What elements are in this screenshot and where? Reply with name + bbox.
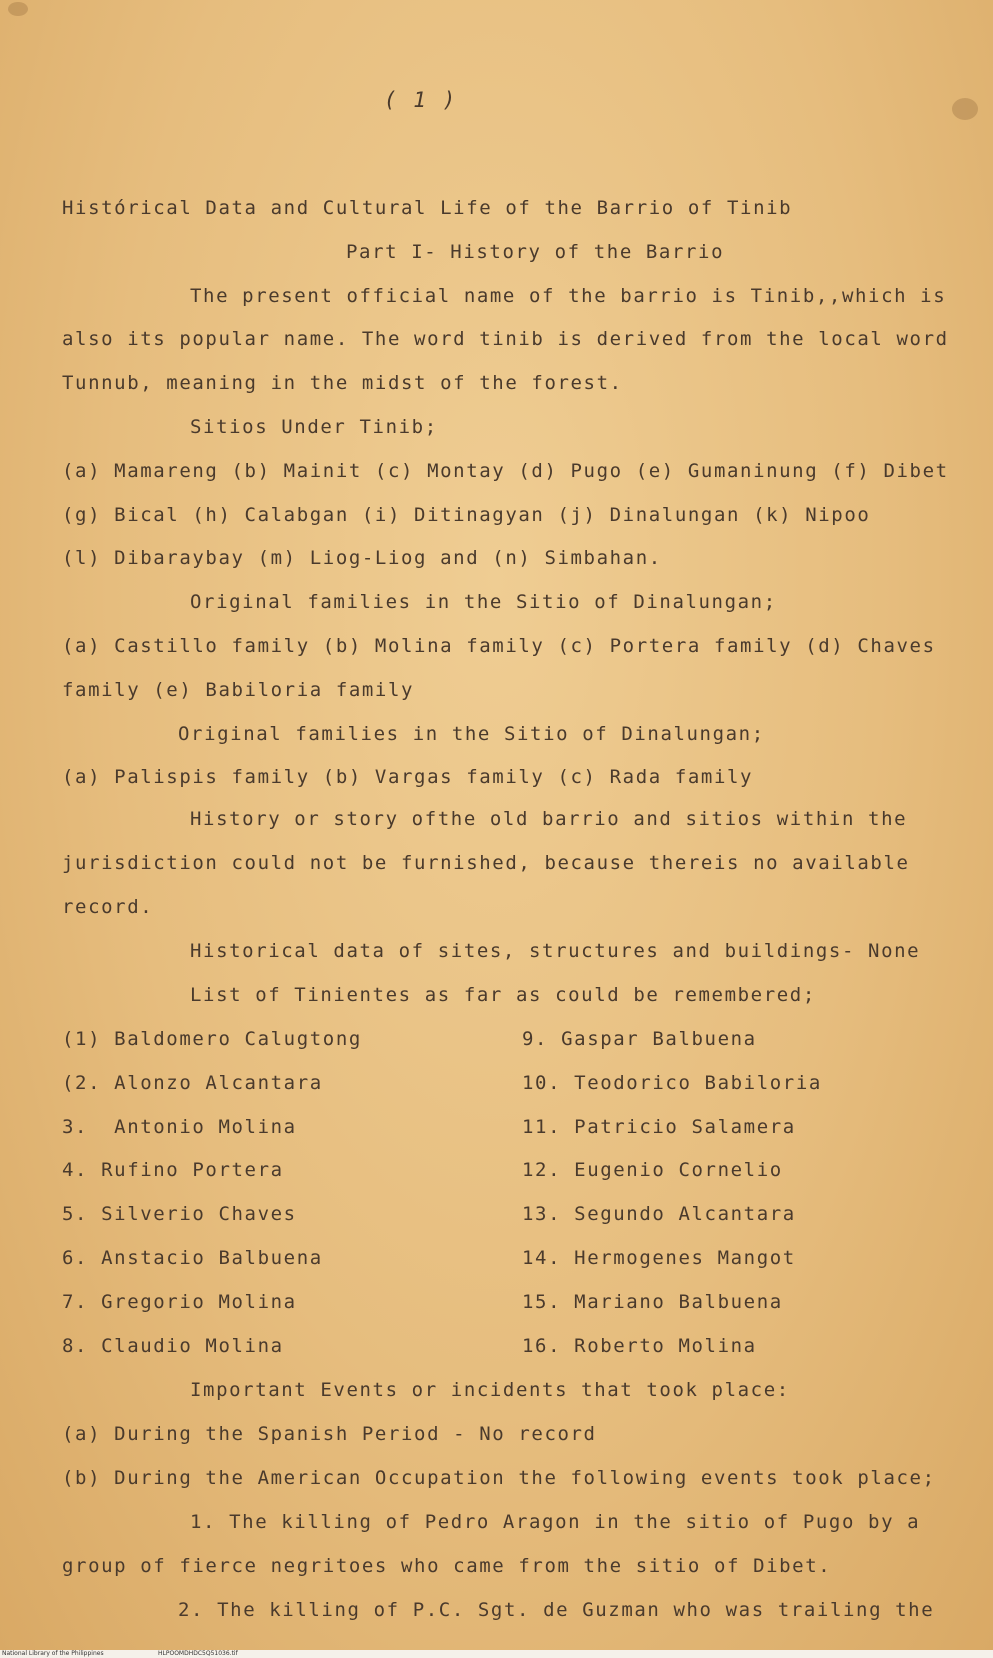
events-heading: Important Events or incidents that took place: <box>190 1379 790 1401</box>
teniente-item: 11. Patricio Salamera <box>522 1116 796 1138</box>
teniente-item: 10. Teodorico Babiloria <box>522 1072 822 1094</box>
page-number: ( 1 ) <box>384 88 458 112</box>
part-title: Part I- History of the Barrio <box>346 241 725 263</box>
teniente-item: (2. Alonzo Alcantara <box>62 1072 323 1094</box>
families-heading: Original families in the Sitio of Dinalungan; <box>178 723 765 745</box>
intro-line: also its popular name. The word tinib is derived from the local word <box>62 328 949 350</box>
teniente-item: 3. Antonio Molina <box>62 1116 297 1138</box>
intro-line: The present official name of the barrio is Tinib,,which is <box>190 285 947 307</box>
families-line: family (e) Babiloria family <box>62 679 415 701</box>
sitios-heading: Sitios Under Tinib; <box>190 416 438 438</box>
history-note-line: History or story ofthe old barrio and sitios within the <box>190 808 908 830</box>
teniente-item: 13. Segundo Alcantara <box>522 1203 796 1225</box>
sitios-line: (l) Dibaraybay (m) Liog-Liog and (n) Simbahan. <box>62 547 662 569</box>
events-spanish: (a) During the Spanish Period - No record <box>62 1423 597 1445</box>
sitios-line: (g) Bical (h) Calabgan (i) Ditinagyan (j) Dinalungan (k) Nipoo <box>62 504 871 526</box>
teniente-item: 12. Eugenio Cornelio <box>522 1159 783 1181</box>
teniente-item: 9. Gaspar Balbuena <box>522 1028 757 1050</box>
teniente-item: 16. Roberto Molina <box>522 1335 757 1357</box>
teniente-item: 7. Gregorio Molina <box>62 1291 297 1313</box>
teniente-item: 8. Claudio Molina <box>62 1335 284 1357</box>
families-line: (a) Palispis family (b) Vargas family (c) Rada family <box>62 766 754 788</box>
historical-data-line: Historical data of sites, structures and buildings- None <box>190 940 921 962</box>
teniente-item: 5. Silverio Chaves <box>62 1203 297 1225</box>
scan-footer <box>0 1650 993 1658</box>
teniente-item: (1) Baldomero Calugtong <box>62 1028 362 1050</box>
history-note-line: record. <box>62 896 154 918</box>
document-title: Histórical Data and Cultural Life of the Barrio of Tinib <box>62 197 793 219</box>
paper-stain <box>8 2 28 16</box>
families-heading: Original families in the Sitio of Dinalungan; <box>190 591 777 613</box>
sitios-line: (a) Mamareng (b) Mainit (c) Montay (d) Pugo (e) Gumaninung (f) Dibet <box>62 460 949 482</box>
teniente-item: 6. Anstacio Balbuena <box>62 1247 323 1269</box>
footer-library: National Library of the Philippines <box>2 1650 104 1657</box>
teniente-item: 14. Hermogenes Mangot <box>522 1247 796 1269</box>
event-item: 1. The killing of Pedro Aragon in the sitio of Pugo by a <box>190 1511 921 1533</box>
event-item: group of fierce negritoes who came from the sitio of Dibet. <box>62 1555 832 1577</box>
event-item: 2. The killing of P.C. Sgt. de Guzman who was trailing the <box>178 1599 935 1621</box>
intro-line: Tunnub, meaning in the midst of the forest. <box>62 372 623 394</box>
teniente-item: 4. Rufino Portera <box>62 1159 284 1181</box>
tenientes-heading: List of Tinientes as far as could be remembered; <box>190 984 816 1006</box>
teniente-item: 15. Mariano Balbuena <box>522 1291 783 1313</box>
events-american: (b) During the American Occupation the following events took place; <box>62 1467 936 1489</box>
families-line: (a) Castillo family (b) Molina family (c) Portera family (d) Chaves <box>62 635 936 657</box>
footer-file: HLPOOMDHDC5Q51036.tif <box>158 1650 238 1657</box>
paper-stain <box>952 98 978 120</box>
history-note-line: jurisdiction could not be furnished, because thereis no available <box>62 852 910 874</box>
